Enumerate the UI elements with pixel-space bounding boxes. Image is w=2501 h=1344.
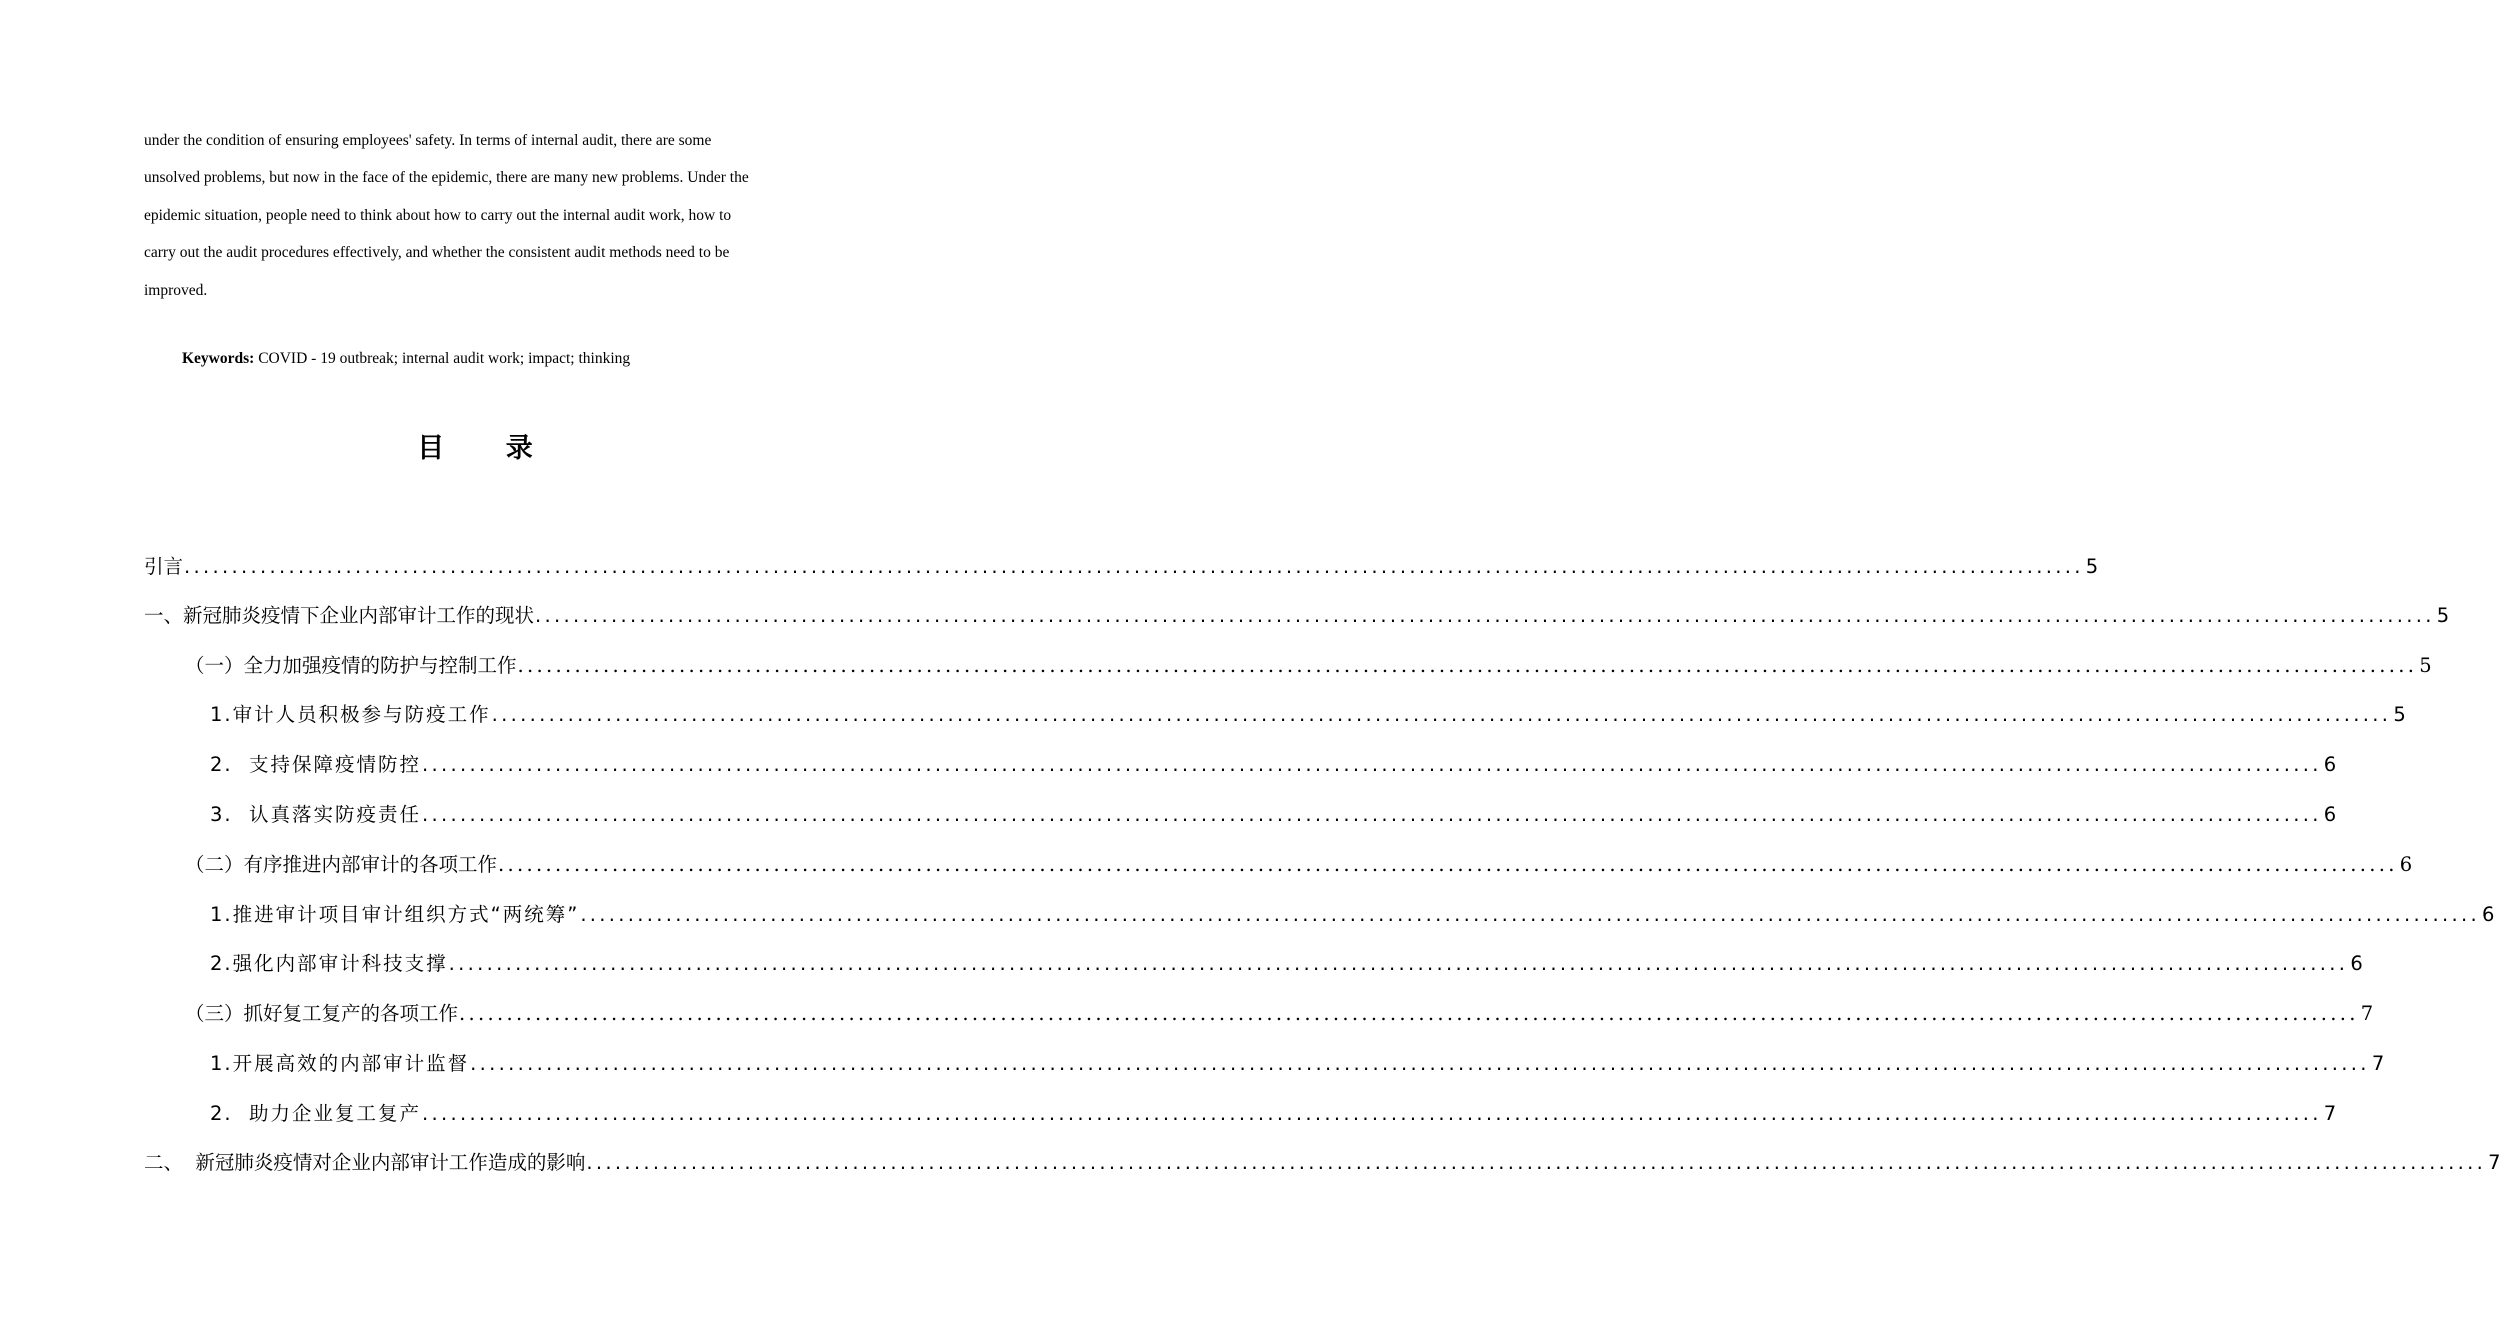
toc-entry-label: 2.强化内部审计科技支撑 xyxy=(210,952,448,975)
toc-entry[interactable] xyxy=(210,949,2367,979)
toc-leader-dots: ........................................................................................................................................................................................................ xyxy=(586,1151,2487,1174)
toc-leader-dots: ........................................................................................................................................................................................................ xyxy=(498,853,2398,876)
toc-page-number: 7 xyxy=(2488,1151,2501,1174)
toc-leader-dots: ........................................................................................................................................................................................................ xyxy=(459,1002,2359,1025)
toc-entry[interactable] xyxy=(185,651,2432,681)
toc-page-number: 7 xyxy=(2360,1002,2374,1025)
toc-page-number: 5 xyxy=(2419,654,2432,677)
toc-entry-label: （一）全力加强疫情的防护与控制工作 xyxy=(185,654,517,677)
toc-leader-dots: ........................................................................................................................................................................................................ xyxy=(184,555,2084,578)
toc-page-number: 5 xyxy=(2436,604,2450,627)
toc-title: 目 录 xyxy=(417,433,559,464)
toc-entry-label: 二、 新冠肺炎疫情对企业内部审计工作造成的影响 xyxy=(144,1151,586,1174)
toc-entry[interactable] xyxy=(144,1148,2501,1178)
toc-leader-dots: ........................................................................................................................................................................................................ xyxy=(535,604,2435,627)
toc-entry-label: 1.推进审计项目审计组织方式“两统筹” xyxy=(210,903,580,926)
toc-entry[interactable] xyxy=(185,850,2413,880)
abstract-line: under the condition of ensuring employees' safety. In terms of internal audit, there are some xyxy=(144,132,712,149)
toc-entry-label: 一、新冠肺炎疫情下企业内部审计工作的现状 xyxy=(144,604,535,627)
toc-leader-dots: ........................................................................................................................................................................................................ xyxy=(422,1102,2322,1125)
toc-page-number: 6 xyxy=(2323,803,2340,826)
toc-entry-label: 3. 认真落实防疫责任 xyxy=(210,803,422,826)
toc-entry[interactable] xyxy=(210,1099,2340,1129)
abstract-paragraph xyxy=(144,122,812,309)
toc-leader-dots: ........................................................................................................................................................................................................ xyxy=(470,1052,2370,1075)
toc-entry[interactable] xyxy=(210,700,2410,730)
toc-entry[interactable] xyxy=(210,800,2340,830)
toc-entry[interactable] xyxy=(210,750,2340,780)
toc-page-number: 6 xyxy=(2323,753,2340,776)
toc-leader-dots: ........................................................................................................................................................................................................ xyxy=(491,703,2392,726)
toc-entry[interactable] xyxy=(185,999,2374,1029)
toc-page-number: 7 xyxy=(2371,1052,2388,1075)
toc-leader-dots: ........................................................................................................................................................................................................ xyxy=(517,654,2418,677)
toc-leader-dots: ........................................................................................................................................................................................................ xyxy=(422,753,2322,776)
toc-leader-dots: ........................................................................................................................................................................................................ xyxy=(448,952,2349,975)
abstract-line: epidemic situation, people need to think about how to carry out the internal audit work, how to xyxy=(144,206,732,224)
abstract-line: improved. xyxy=(144,281,208,299)
toc-entry[interactable] xyxy=(144,552,2099,582)
toc-entry-label: 2. 支持保障疫情防控 xyxy=(210,753,422,776)
keywords-text: COVID - 19 outbreak; internal audit work; impact; thinking xyxy=(254,350,631,367)
toc-entry-label: （三）抓好复工复产的各项工作 xyxy=(185,1002,459,1025)
toc-page-number: 6 xyxy=(2399,853,2413,876)
toc-entry[interactable] xyxy=(144,601,2450,631)
toc-page-number: 6 xyxy=(2482,903,2498,926)
toc-entry[interactable] xyxy=(210,900,2498,930)
toc-entry-label: 引言 xyxy=(144,555,184,578)
toc-entry-label: 1.开展高效的内部审计监督 xyxy=(210,1052,470,1075)
abstract-line: unsolved problems, but now in the face of the epidemic, there are many new problems. Under the xyxy=(144,169,749,187)
toc-entry-label: 1.审计人员积极参与防疫工作 xyxy=(210,703,491,726)
toc-page-number: 5 xyxy=(2393,703,2410,726)
keywords-label: Keywords: xyxy=(182,350,255,367)
toc-entry[interactable] xyxy=(210,1049,2388,1079)
keywords xyxy=(182,345,630,373)
toc-entry-label: 2. 助力企业复工复产 xyxy=(210,1102,422,1125)
abstract-line: carry out the audit procedures effectively, and whether the consistent audit methods need to be xyxy=(144,244,730,262)
toc-page-number: 6 xyxy=(2350,952,2367,975)
toc-leader-dots: ........................................................................................................................................................................................................ xyxy=(422,803,2322,826)
toc-page-number: 7 xyxy=(2323,1102,2340,1125)
toc-page-number: 5 xyxy=(2085,555,2099,578)
toc-entry-label: （二）有序推进内部审计的各项工作 xyxy=(185,853,498,876)
toc-leader-dots: ........................................................................................................................................................................................................ xyxy=(580,903,2481,926)
